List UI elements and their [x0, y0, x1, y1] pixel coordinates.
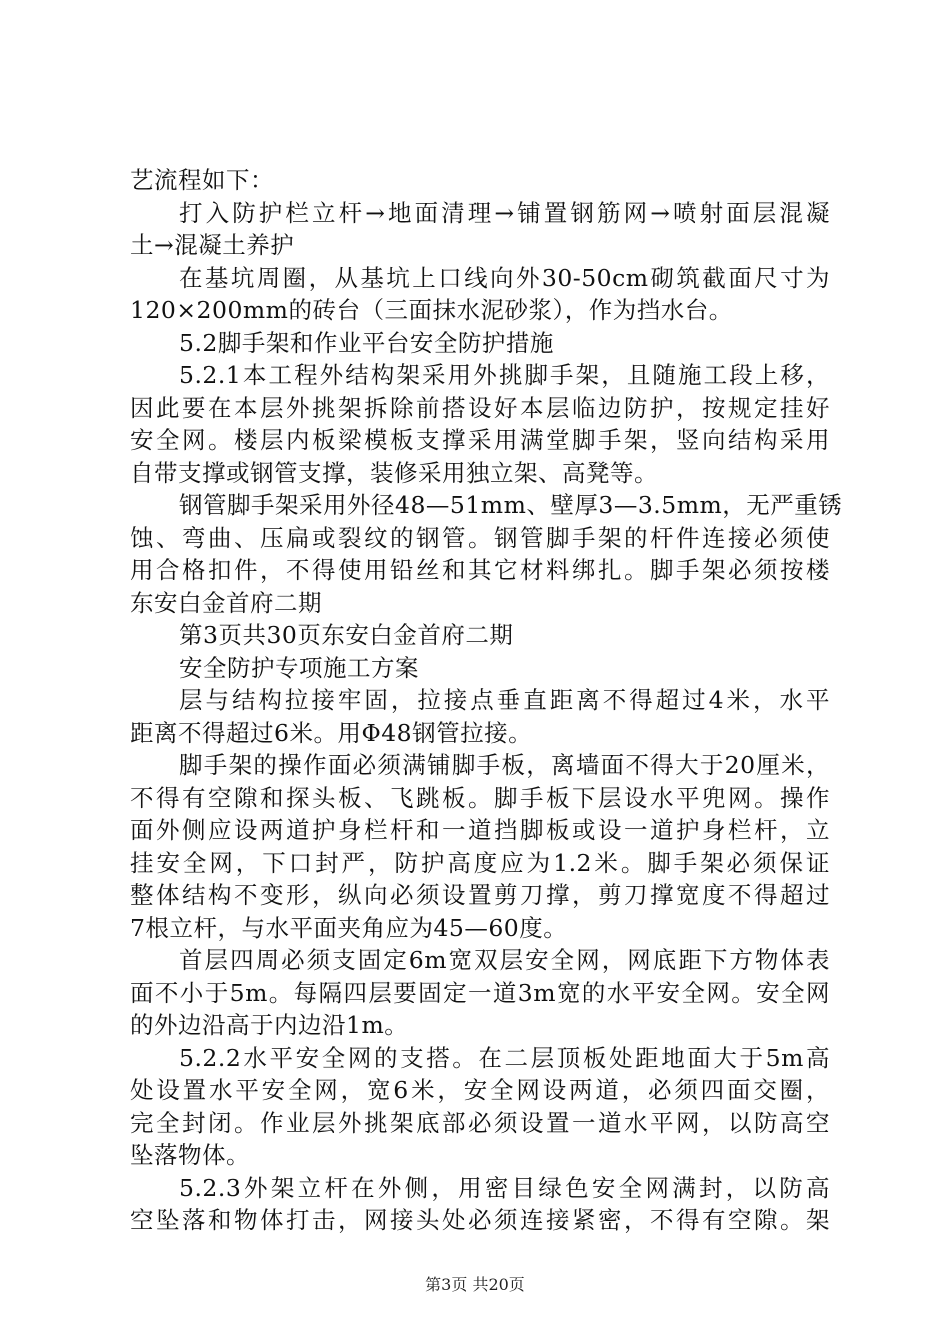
text-line: 面外侧应设两道护身栏杆和一道挡脚板或设一道护身栏杆，立: [130, 816, 830, 844]
text-line: 土→混凝土养护: [130, 231, 295, 259]
text-line: 挂安全网，下口封严，防护高度应为1.2米。脚手架必须保证: [130, 848, 830, 877]
text-line: 5.2脚手架和作业平台安全防护措施: [179, 328, 554, 357]
text-line: 安全网。楼层内板梁模板支撑采用满堂脚手架，竖向结构采用: [130, 426, 830, 454]
text-line: 5.2.2水平安全网的支搭。在二层顶板处距地面大于5m高: [179, 1043, 830, 1072]
document-body: [130, 164, 843, 1237]
text-line: 首层四周必须支固定6m宽双层安全网，网底距下方物体表: [179, 946, 830, 974]
text-line: 安全防护专项施工方案: [179, 653, 419, 682]
text-line: 钢管脚手架采用外径48—51mm、壁厚3—3.5mm，无严重锈: [179, 491, 843, 519]
text-line: 蚀、弯曲、压扁或裂纹的钢管。钢管脚手架的杆件连接必须使: [130, 523, 830, 552]
text-line: 面不小于5m。每隔四层要固定一道3m宽的水平安全网。安全网: [130, 978, 830, 1007]
text-line: 不得有空隙和探头板、飞跳板。脚手板下层设水平兜网。操作: [130, 783, 830, 812]
text-line: 艺流程如下：: [130, 166, 274, 194]
text-line: 7根立杆，与水平面夹角应为45—60度。: [130, 913, 568, 942]
text-line: 处设置水平安全网，宽6米，安全网设两道，必须四面交圈，: [130, 1076, 830, 1104]
text-line: 距离不得超过6米。用Φ48钢管拉接。: [130, 718, 533, 747]
text-line: 120×200mm的砖台（三面抹水泥砂浆），作为挡水台。: [130, 296, 733, 324]
text-line: 自带支撑或钢管支撑，装修采用独立架、高凳等。: [130, 458, 658, 487]
text-line: 整体结构不变形，纵向必须设置剪刀撑，剪刀撑宽度不得超过: [130, 881, 830, 909]
text-line: 打入防护栏立杆→地面清理→铺置钢筋网→喷射面层混凝: [179, 198, 830, 227]
text-line: 坠落物体。: [130, 1141, 250, 1169]
text-line: 因此要在本层外挑架拆除前搭设好本层临边防护，按规定挂好: [130, 393, 830, 422]
text-line: 完全封闭。作业层外挑架底部必须设置一道水平网，以防高空: [130, 1108, 830, 1137]
text-line: 东安白金首府二期: [130, 588, 322, 617]
text-line: 空坠落和物体打击，网接头处必须连接紧密，不得有空隙。架: [130, 1206, 830, 1234]
text-line: 5.2.3外架立杆在外侧，用密目绿色安全网满封，以防高: [179, 1173, 830, 1202]
text-line: 层与结构拉接牢固，拉接点垂直距离不得超过4米，水平: [179, 686, 830, 714]
text-line: 用合格扣件，不得使用铅丝和其它材料绑扎。脚手架必须按楼: [130, 556, 830, 584]
text-line: 5.2.1本工程外结构架采用外挑脚手架，且随施工段上移，: [179, 361, 830, 389]
page-number-footer: 第3页 共20页: [425, 1275, 525, 1294]
text-line: 第3页共30页东安白金首府二期: [179, 621, 514, 649]
text-line: 脚手架的操作面必须满铺脚手板，离墙面不得大于20厘米，: [179, 751, 830, 779]
text-line: 在基坑周圈，从基坑上口线向外30-50cm砌筑截面尺寸为: [179, 263, 830, 292]
text-line: 的外边沿高于内边沿1m。: [130, 1011, 409, 1039]
